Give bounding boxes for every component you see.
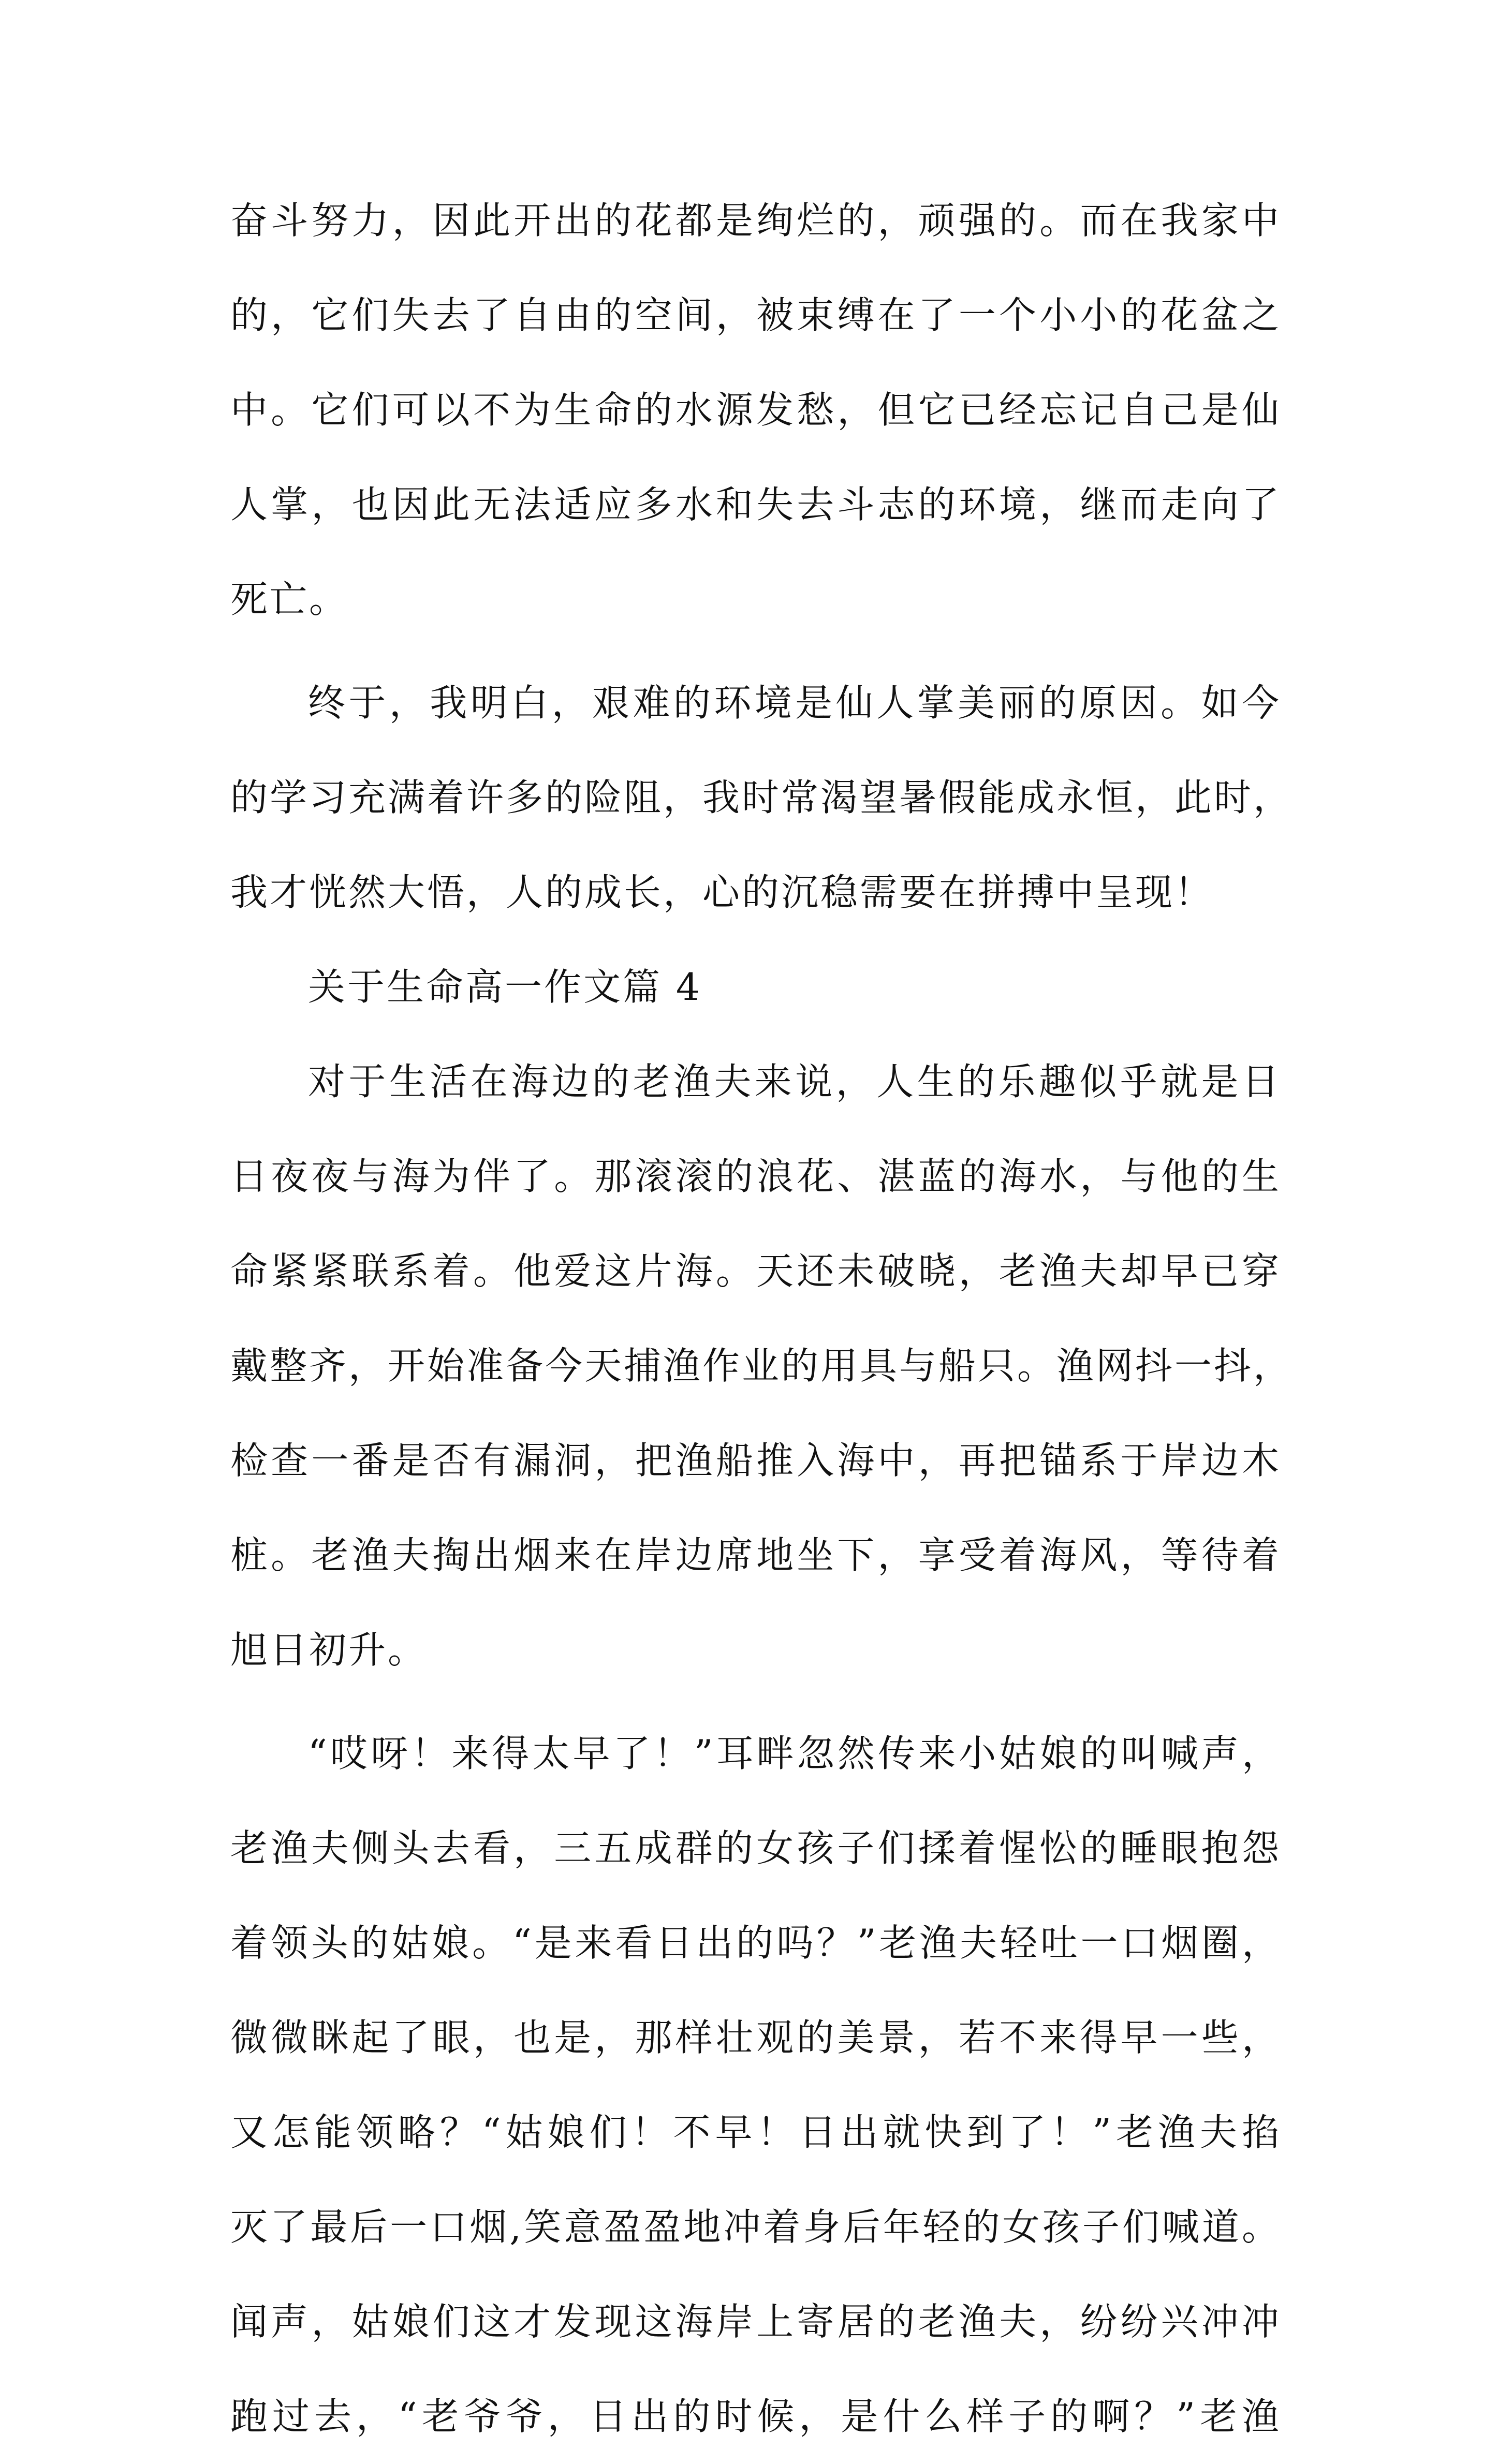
text-line: 着领头的姑娘。“是来看日出的吗？”老渔夫轻吐一口烟圈， (230, 1921, 1281, 1965)
text-line: 命紧紧联系着。他爱这片海。天还未破晓，老渔夫却早已穿 (230, 1249, 1281, 1293)
text-line: 桩。老渔夫掏出烟来在岸边席地坐下，享受着海风，等待着 (230, 1533, 1281, 1577)
paragraph (230, 1706, 1281, 2464)
text-line: 跑过去，“老爷爷，日出的时候，是什么样子的啊？”老渔 (230, 2395, 1281, 2438)
text-line: 的，它们失去了自由的空间，被束缚在了一个小小的花盆之 (230, 293, 1281, 337)
text-line: 我才恍然大悟，人的成长，心的沉稳需要在拼搏中呈现！ (230, 870, 1214, 914)
text-line: 闻声，姑娘们这才发现这海岸上寄居的老渔夫，纷纷兴冲冲 (230, 2300, 1281, 2343)
text-line: “哎呀！来得太早了！”耳畔忽然传来小姑娘的叫喊声， (308, 1732, 1281, 1775)
section-heading (230, 940, 1281, 1035)
text-line: 微微眯起了眼，也是，那样壮观的美景，若不来得早一些， (230, 2016, 1281, 2059)
paragraph (230, 1035, 1293, 1698)
text-line: 旭日初升。 (230, 1628, 428, 1672)
paragraph (230, 656, 1293, 940)
text-line: 检查一番是否有漏洞，把渔船推入海中，再把锚系于岸边木 (230, 1439, 1281, 1482)
text-line: 老渔夫侧头去看，三五成群的女孩子们揉着惺忪的睡眼抱怨 (230, 1826, 1281, 1870)
text-line: 灭了最后一口烟,笑意盈盈地冲着身后年轻的女孩子们喊道。 (230, 2205, 1281, 2249)
text-line: 人掌，也因此无法适应多水和失去斗志的环境，继而走向了 (230, 483, 1281, 526)
text-line: 戴整齐，开始准备今天捕渔作业的用具与船只。渔网抖一抖， (230, 1344, 1293, 1388)
text-line: 中。它们可以不为生命的水源发愁，但它已经忘记自己是仙 (230, 388, 1281, 432)
paragraph (230, 173, 1281, 647)
document-body (230, 173, 1293, 2464)
heading-text: 关于生命高一作文篇 4 (308, 965, 702, 1009)
text-line: 日夜夜与海为伴了。那滚滚的浪花、湛蓝的海水，与他的生 (230, 1155, 1281, 1198)
text-line: 对于生活在海边的老渔夫来说，人生的乐趣似乎就是日 (308, 1060, 1281, 1103)
text-line: 终于，我明白，艰难的环境是仙人掌美丽的原因。如今 (308, 681, 1281, 725)
text-line: 死亡。 (230, 578, 349, 621)
text-line: 奋斗努力，因此开出的花都是绚烂的，顽强的。而在我家中 (230, 199, 1281, 242)
text-line: 的学习充满着许多的险阻，我时常渴望暑假能成永恒，此时， (230, 776, 1293, 819)
text-line: 又怎能领略？“姑娘们！不早！日出就快到了！”老渔夫掐 (230, 2111, 1281, 2154)
